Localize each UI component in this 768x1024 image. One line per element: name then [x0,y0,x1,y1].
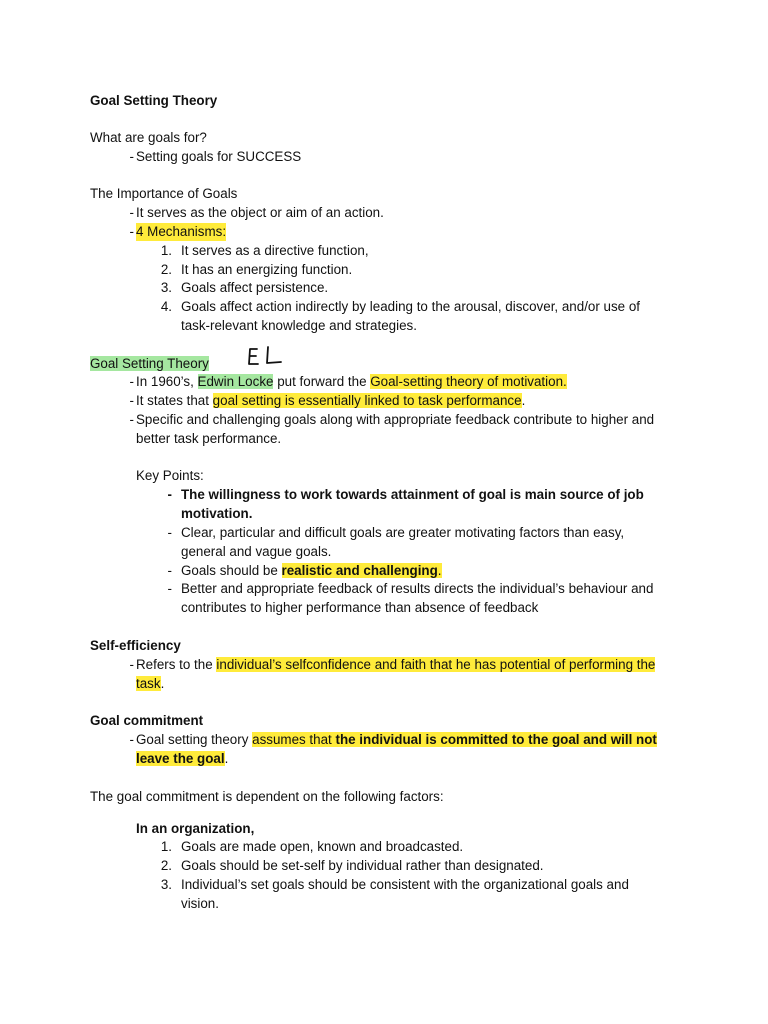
dash-bullet: - [167,581,172,596]
highlight-edwin-locke: Edwin Locke [197,374,274,389]
dash-bullet: - [129,732,134,747]
dash-bullet: - [129,657,134,672]
highlight-realistic: realistic and challenging [281,563,438,578]
factors-text: The goal commitment is dependent on the following factors: [90,789,444,804]
document-title: Goal Setting Theory [90,93,218,108]
list-item-continuation: task-relevant knowledge and strategies. [181,318,417,333]
mechanisms-label: 4 Mechanisms: [136,224,227,239]
key-point-continuation: general and vague goals. [181,544,332,559]
highlight-theory: Goal-setting theory of motivation. [370,374,567,389]
dash-bullet: - [129,393,134,408]
section-heading: Self-efficiency [90,638,181,653]
highlight-committed: the individual is committed to the goal and will not [335,732,657,747]
section-heading: Goal commitment [90,713,204,728]
bullet-continuation: better task performance. [136,431,282,446]
dash-bullet: - [167,563,172,578]
handwritten-annotation-el [246,343,286,371]
dash-bullet: - [129,149,134,164]
list-item-continuation: vision. [181,896,219,911]
bullet-continuation: task. [136,676,165,691]
importance-heading: The Importance of Goals [90,186,238,201]
sub-heading: In an organization, [136,821,255,836]
key-points-label: Key Points: [136,468,204,483]
goals-question: What are goals for? [90,130,207,145]
dash-bullet: - [167,487,172,502]
bullet-continuation: leave the goal. [136,751,229,766]
dash-bullet: - [129,205,134,220]
dash-bullet: - [129,412,134,427]
dash-bullet: - [129,224,134,239]
highlight-selfconfidence: individual’s selfconfidence and faith that he has potential of performing the [216,657,656,672]
section-heading: Goal Setting Theory [90,356,209,371]
dash-bullet: - [129,374,134,389]
document-page: Goal Setting Theory What are goals for? - Setting goals for SUCCESS The Importance of Goals - It serves as the object or aim of an action. - 4 Mechanisms: 1. It serves as a directive function, 2. It has an energizing function. 3. Goals affect persistence. 4. Goals affect action indirectly by leading to the arousal, discover, and/or use of task-relevant knowledge and strategies. Goal Setting Theory - In 1960’s, Edwin Locke put forward the Goal-setting theory of motivation. - It states that goal setting is essentially linked to task performance. - Specific and challenging goals along with appropriate feedback contribute to higher and better task performance. Key Points: - The willingness to work towards attainment of goal is main source of job motivation. - Clear, particular and difficult goals are greater motivating factors than easy, general and vague goals. - Goals should be realistic and challenging. - Better and appropriate feedback of results directs the individual’s behaviour and contributes to higher performance than absence of feedback Self-efficiency - Refers to the individual’s selfconfidence and faith that he has potential of performing the task. Goal commitment - Goal setting theory assumes that the individual is committed to the goal and will not leave the goal. The goal commitment is dependent on the following factors: In an organization, 1. Goals are made open, known and broadcasted. 2. Goals should be set-self by individual rather than designated. 3. Individual’s set goals should be consistent with the organizational goals and vision. [90,93,657,911]
highlight-task-performance: goal setting is essentially linked to task performance [212,393,522,408]
dash-bullet: - [167,525,172,540]
key-point-continuation: motivation. [181,506,253,521]
key-point-continuation: contributes to higher performance than absence of feedback [181,600,539,615]
